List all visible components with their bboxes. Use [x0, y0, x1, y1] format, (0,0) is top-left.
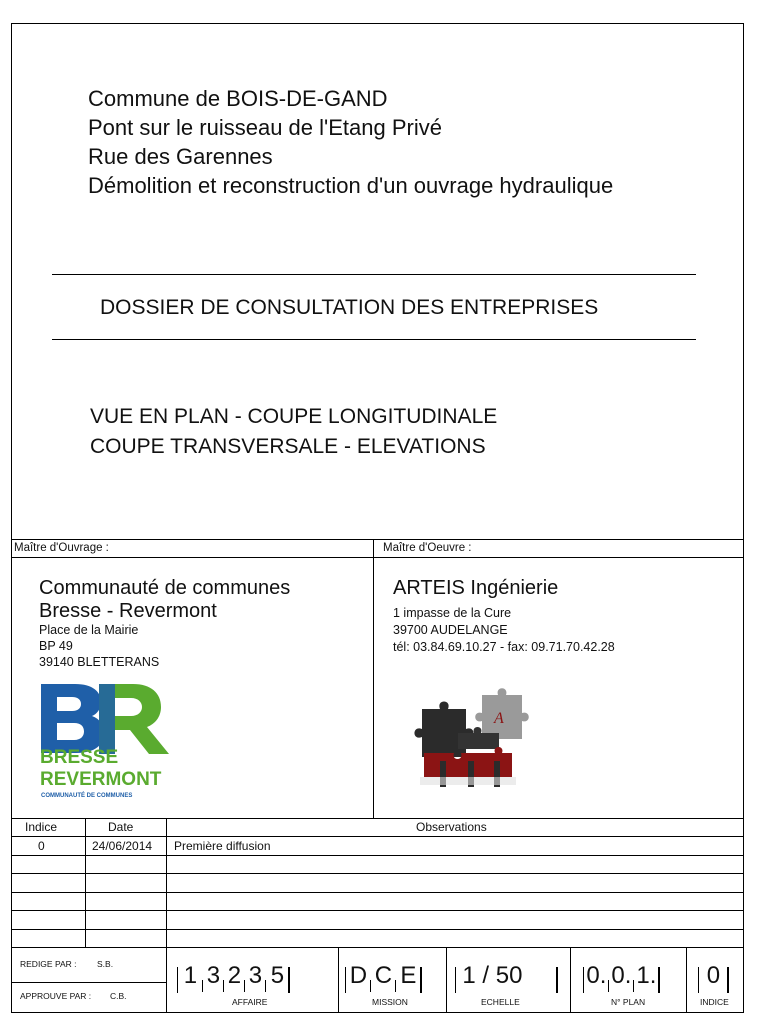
plan-digit: 0. — [611, 962, 632, 989]
contractor-label: Maître d'Oeuvre : — [383, 542, 472, 554]
rev-row-line — [11, 855, 744, 856]
divider-bottom — [52, 339, 696, 340]
owner-label: Maître d'Ouvrage : — [14, 542, 109, 554]
rev-row-line — [11, 929, 744, 930]
approuve-label: APPROUVE PAR : — [20, 991, 92, 1001]
divider-top — [52, 274, 696, 275]
rev-header-observations: Observations — [416, 820, 487, 834]
logo-word-revermont: REVERMONT — [40, 769, 162, 790]
echelle-code — [455, 961, 558, 995]
rev-header-indice: Indice — [25, 820, 58, 834]
rev-row-line — [11, 873, 744, 874]
bresse-revermont-logo — [37, 680, 185, 802]
indice-value: 0 — [706, 962, 721, 989]
owner-address-1: Place de la Mairie — [39, 623, 139, 637]
contractor-phone-fax: tél: 03.84.69.10.27 - fax: 09.71.70.42.28 — [393, 640, 615, 654]
indice-caption: INDICE — [700, 997, 729, 1007]
redige-value: S.B. — [97, 959, 114, 969]
affaire-digit: 2 — [227, 962, 242, 989]
rev-row-date: 24/06/2014 — [92, 839, 153, 853]
rev-table-top — [11, 818, 744, 819]
views-line-1: VUE EN PLAN - COUPE LONGITUDINALE — [90, 405, 498, 428]
owner-name-2: Bresse - Revermont — [39, 600, 217, 622]
approuve-value: C.B. — [110, 991, 127, 1001]
logo-word-bresse: BRESSE — [40, 747, 119, 768]
puzzle-logo — [410, 683, 540, 798]
block-label-line — [11, 557, 744, 558]
rev-row-observation: Première diffusion — [174, 839, 271, 853]
contractor-name: ARTEIS Ingénierie — [393, 577, 559, 599]
affaire-caption: AFFAIRE — [232, 997, 268, 1007]
mission-caption: MISSION — [372, 997, 408, 1007]
views-line-2: COUPE TRANSVERSALE - ELEVATIONS — [90, 435, 486, 458]
plan-code — [583, 961, 660, 995]
cartouche-divider — [166, 947, 167, 1013]
dossier-title: DOSSIER DE CONSULTATION DES ENTREPRISES — [100, 296, 599, 319]
rev-header-line — [11, 836, 744, 837]
project-street: Rue des Garennes — [88, 144, 273, 169]
affaire-digit: 1 — [183, 962, 198, 989]
rev-col-divider — [166, 818, 167, 947]
echelle-caption: ECHELLE — [481, 997, 520, 1007]
project-bridge: Pont sur le ruisseau de l'Etang Privé — [88, 115, 442, 140]
rev-row-line — [11, 892, 744, 893]
affaire-digit: 3 — [206, 962, 221, 989]
rev-row-line — [11, 910, 744, 911]
rev-col-divider — [85, 818, 86, 947]
owner-name-1: Communauté de communes — [39, 577, 291, 599]
project-works: Démolition et reconstruction d'un ouvrage hydraulique — [88, 173, 614, 198]
plan-digit: 1. — [636, 962, 657, 989]
cartouche-divider — [686, 947, 687, 1013]
cartouche-divider — [570, 947, 571, 1013]
redige-approuve-line — [11, 982, 166, 983]
affaire-digit: 3 — [248, 962, 263, 989]
cartouche-divider — [338, 947, 339, 1013]
plan-digit: 0. — [586, 962, 607, 989]
puzzle-letter: A — [494, 710, 504, 727]
mission-letter: E — [400, 962, 417, 989]
contractor-address-1: 1 impasse de la Cure — [393, 606, 512, 620]
echelle-value: 1 / 50 — [462, 962, 523, 989]
rev-row-indice: 0 — [38, 839, 45, 853]
affaire-digit: 5 — [270, 962, 285, 989]
mission-letter: D — [349, 962, 368, 989]
plan-caption: N° PLAN — [611, 997, 646, 1007]
mission-letter: C — [374, 962, 393, 989]
block-top-line — [11, 539, 744, 540]
cartouche-divider — [446, 947, 447, 1013]
owner-address-2: BP 49 — [39, 639, 73, 653]
redige-label: REDIGE PAR : — [20, 959, 77, 969]
indice-code — [698, 961, 729, 995]
block-divider — [373, 539, 374, 818]
mission-code — [345, 961, 422, 995]
rev-header-date: Date — [108, 820, 134, 834]
logo-subtitle: COMMUNAUTÉ DE COMMUNES — [41, 793, 133, 799]
affaire-code — [177, 961, 290, 995]
owner-address-3: 39140 BLETTERANS — [39, 655, 160, 669]
rev-table-bottom — [11, 947, 744, 948]
contractor-address-2: 39700 AUDELANGE — [393, 623, 508, 637]
project-commune: Commune de BOIS-DE-GAND — [88, 86, 388, 111]
